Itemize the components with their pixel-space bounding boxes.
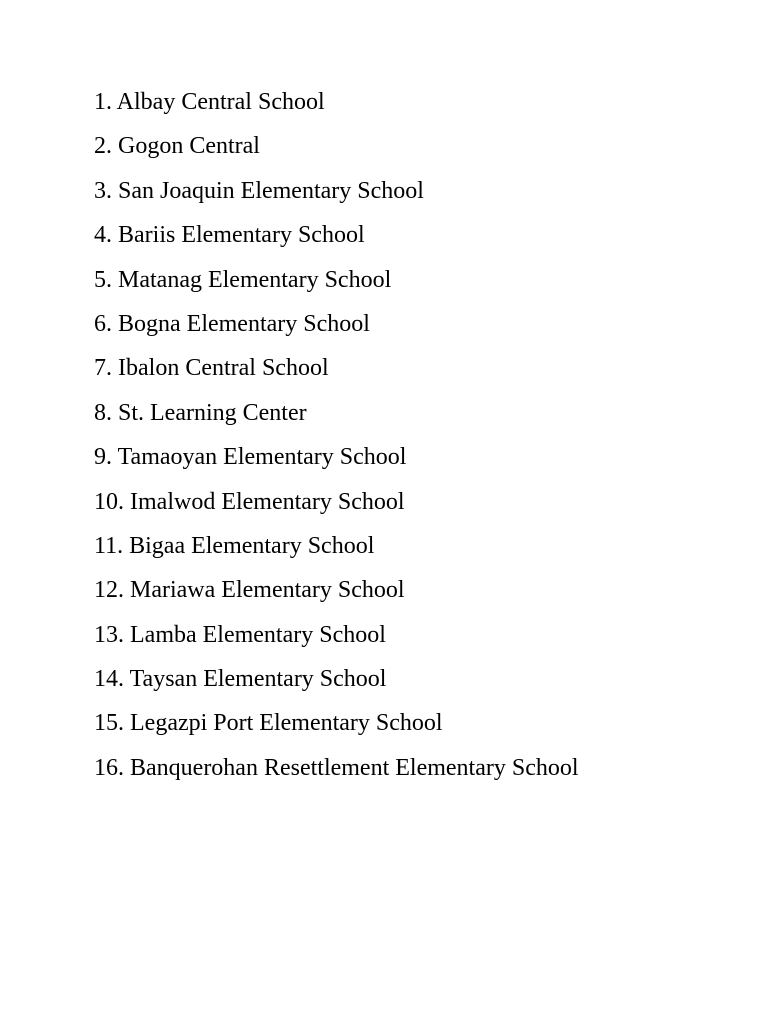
list-item: 8. St. Learning Center xyxy=(94,399,307,426)
list-item: 11. Bigaa Elementary School xyxy=(94,532,375,559)
list-item: 1. Albay Central School xyxy=(94,89,325,115)
list-item: 12. Mariawa Elementary School xyxy=(94,577,405,604)
list-item: 5. Matanag Elementary School xyxy=(94,266,392,293)
list-item: 6. Bogna Elementary School xyxy=(94,310,370,337)
list-item: 14. Taysan Elementary School xyxy=(94,666,387,693)
list-item: 16. Banquerohan Resettlement Elementary School xyxy=(94,754,579,781)
list-item: 13. Lamba Elementary School xyxy=(94,621,386,648)
list-item: 3. San Joaquin Elementary School xyxy=(94,177,424,204)
list-item: 2. Gogon Central xyxy=(94,133,260,160)
list-item: 15. Legazpi Port Elementary School xyxy=(94,710,443,737)
school-list xyxy=(94,86,579,796)
list-item: 7. Ibalon Central School xyxy=(94,355,329,382)
list-item: 4. Bariis Elementary School xyxy=(94,222,365,249)
list-item: 9. Tamaoyan Elementary School xyxy=(94,444,407,471)
list-item: 10. Imalwod Elementary School xyxy=(94,488,405,515)
